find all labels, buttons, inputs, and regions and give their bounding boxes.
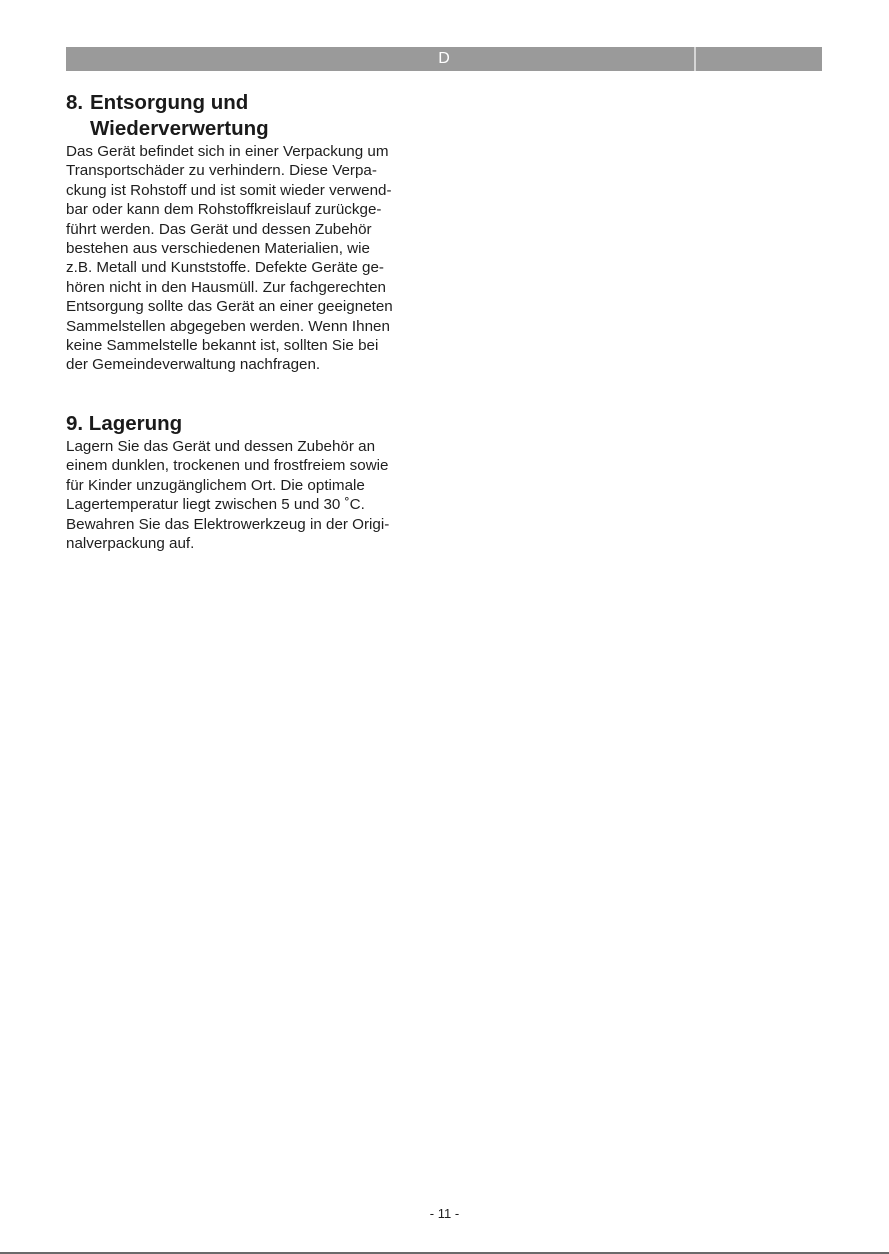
paragraph-line: hören nicht in den Hausmüll. Zur fachgerechten (66, 278, 386, 296)
paragraph-line: ckung ist Rohstoff und ist somit wieder verwend- (66, 181, 392, 199)
paragraph-line: einem dunklen, trockenen und frostfreiem sowie (66, 457, 389, 475)
language-header-bar (66, 47, 822, 71)
paragraph-line: keine Sammelstelle bekannt ist, sollten Sie bei (66, 337, 379, 355)
section-8-number: 8. (66, 91, 84, 114)
section-8-paragraph (66, 142, 436, 375)
paragraph-line: Lagertemperatur liegt zwischen 5 und 30 ˚C. (66, 496, 365, 514)
paragraph-line: Entsorgung sollte das Gerät an einer geeigneten (66, 298, 393, 316)
paragraph-line: nalverpackung auf. (66, 534, 195, 552)
paragraph-line: für Kinder unzugänglichem Ort. Die optimale (66, 476, 365, 494)
paragraph-line: Bewahren Sie das Elektrowerkzeug in der Origi- (66, 515, 390, 533)
paragraph-line: Das Gerät befindet sich in einer Verpackung um (66, 143, 389, 160)
section-9-heading: 9. Lagerung (66, 411, 183, 435)
section-8-title-line-2: Wiederverwertung (90, 117, 269, 140)
paragraph-line: der Gemeindeverwaltung nachfragen. (66, 356, 321, 374)
paragraph-line: Transportschäder zu verhindern. Diese Verpa- (66, 162, 377, 180)
paragraph-line: Lagern Sie das Gerät und dessen Zubehör an (66, 437, 376, 455)
paragraph-line: Sammelstellen abgegeben werden. Wenn Ihnen (66, 317, 390, 335)
section-8-title-line-1: Entsorgung und (90, 91, 249, 114)
paragraph-line: z.B. Metall und Kunststoffe. Defekte Geräte ge- (66, 259, 384, 277)
paragraph-line: bestehen aus verschiedenen Materialien, wie (66, 240, 370, 258)
section-8-heading (66, 90, 436, 142)
page-number: - 11 - (429, 1206, 460, 1221)
language-code: D (438, 50, 450, 67)
main-content (66, 90, 436, 553)
section-9-paragraph (66, 437, 436, 553)
paragraph-line: bar oder kann dem Rohstoffkreislauf zurückge- (66, 201, 382, 219)
paragraph-line: führt werden. Das Gerät und dessen Zubehör (66, 220, 372, 238)
